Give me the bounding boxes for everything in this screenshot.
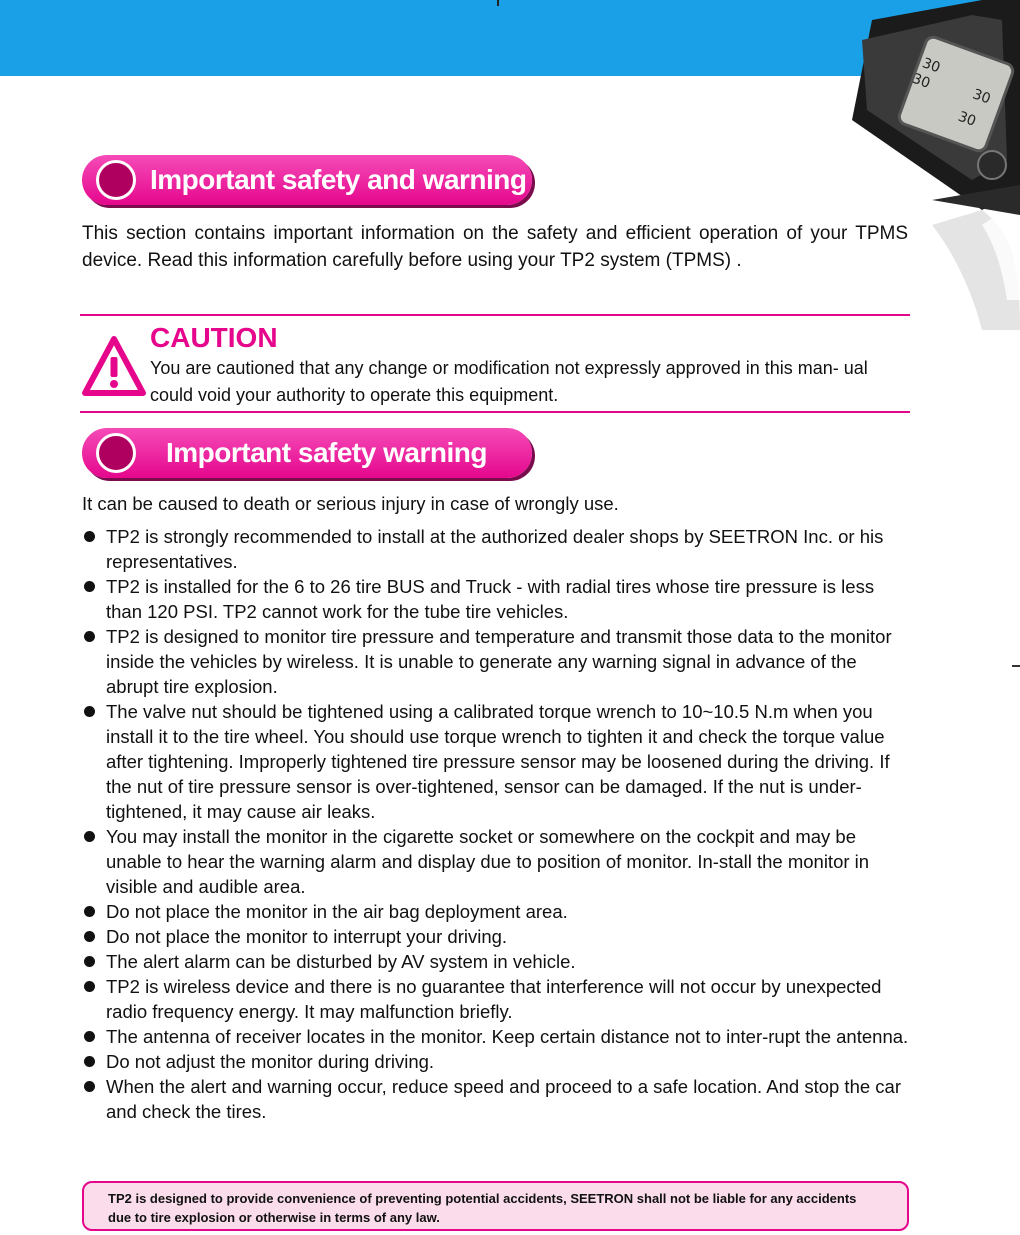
display-value: 30 (910, 70, 933, 92)
tpms-monitor-device-image (832, 0, 1020, 330)
bullet-icon (84, 956, 95, 967)
bullet-icon (84, 1081, 95, 1092)
divider (80, 411, 910, 413)
caution-text: You are cautioned that any change or modification not expressly approved in this man- ual could void your authority to operate this equipment. (150, 358, 868, 405)
section-title: Important safety and warning (150, 164, 527, 195)
bullet-icon (84, 931, 95, 942)
header-bullet-icon (96, 160, 136, 200)
divider (80, 314, 910, 316)
section-title: Important safety warning (166, 437, 487, 468)
intro-paragraph: This section contains important information on the safety and efficient operation of your TPMS device. Read this information carefully before using your TP2 system (TPMS) . (82, 223, 908, 271)
header-bullet-icon (96, 433, 136, 473)
list-item: The valve nut should be tightened using a calibrated torque wrench to 10~10.5 N.m when you install it to the tire wheel. You should use torque wrench to tighten it and check the torque value after tightening. Improperly tightened tire pressure sensor may be loosened during the driving. If the nut of tire pressure sensor is over-tightened, sensor can be damaged. If the nut is under-tightened, it may cause air leaks. (82, 699, 912, 824)
bullet-icon (84, 531, 95, 542)
display-value: 30 (955, 108, 979, 130)
warning-list (82, 524, 912, 1124)
list-item: The antenna of receiver locates in the monitor. Keep certain distance not to inter-rupt the antenna. (82, 1024, 912, 1049)
list-item: Do not adjust the monitor during driving. (82, 1049, 912, 1074)
list-item: The alert alarm can be disturbed by AV system in vehicle. (82, 949, 912, 974)
caution-title: CAUTION (150, 322, 278, 353)
crop-mark (1012, 665, 1020, 667)
warning-intro: It can be caused to death or serious injury in case of wrongly use. (82, 493, 619, 514)
list-item: When the alert and warning occur, reduce speed and proceed to a safe location. And stop the car and check the tires. (82, 1074, 912, 1124)
bullet-icon (84, 831, 95, 842)
list-item: Do not place the monitor to interrupt your driving. (82, 924, 912, 949)
warning-triangle-icon (82, 335, 146, 397)
list-item: TP2 is strongly recommended to install at the authorized dealer shops by SEETRON Inc. or his representatives. (82, 524, 912, 574)
list-item: TP2 is wireless device and there is no guarantee that interference will not occur by unexpected radio frequency energy. It may malfunction briefly. (82, 974, 912, 1024)
list-item: TP2 is installed for the 6 to 26 tire BUS and Truck - with radial tires whose tire pressure is less than 120 PSI. TP2 cannot work for the tube tire vehicles. (82, 574, 912, 624)
disclaimer-text: TP2 is designed to provide convenience of preventing potential accidents, SEETRON shall not be liable for any accidents due to tire explosion or otherwise in terms of any law. (108, 1191, 857, 1225)
list-item: You may install the monitor in the cigarette socket or somewhere on the cockpit and may be unable to hear the warning alarm and display due to position of monitor. In-stall the monitor in visible and audible area. (82, 824, 912, 899)
bullet-icon (84, 631, 95, 642)
list-item: TP2 is designed to monitor tire pressure and temperature and transmit those data to the monitor inside the vehicles by wireless. It is unable to generate any warning signal in advance of the abrupt tire explosion. (82, 624, 912, 699)
display-value: 30 (919, 55, 943, 77)
bullet-icon (84, 906, 95, 917)
bullet-icon (84, 981, 95, 992)
bullet-icon (84, 1056, 95, 1067)
crop-mark (497, 0, 499, 6)
display-value: 30 (970, 86, 993, 108)
bullet-icon (84, 1031, 95, 1042)
section-header-safety-and-warning (82, 155, 532, 205)
bullet-icon (84, 581, 95, 592)
section-header-safety-warning (82, 428, 532, 478)
bullet-icon (84, 706, 95, 717)
list-item: Do not place the monitor in the air bag deployment area. (82, 899, 912, 924)
disclaimer-note (82, 1181, 909, 1231)
